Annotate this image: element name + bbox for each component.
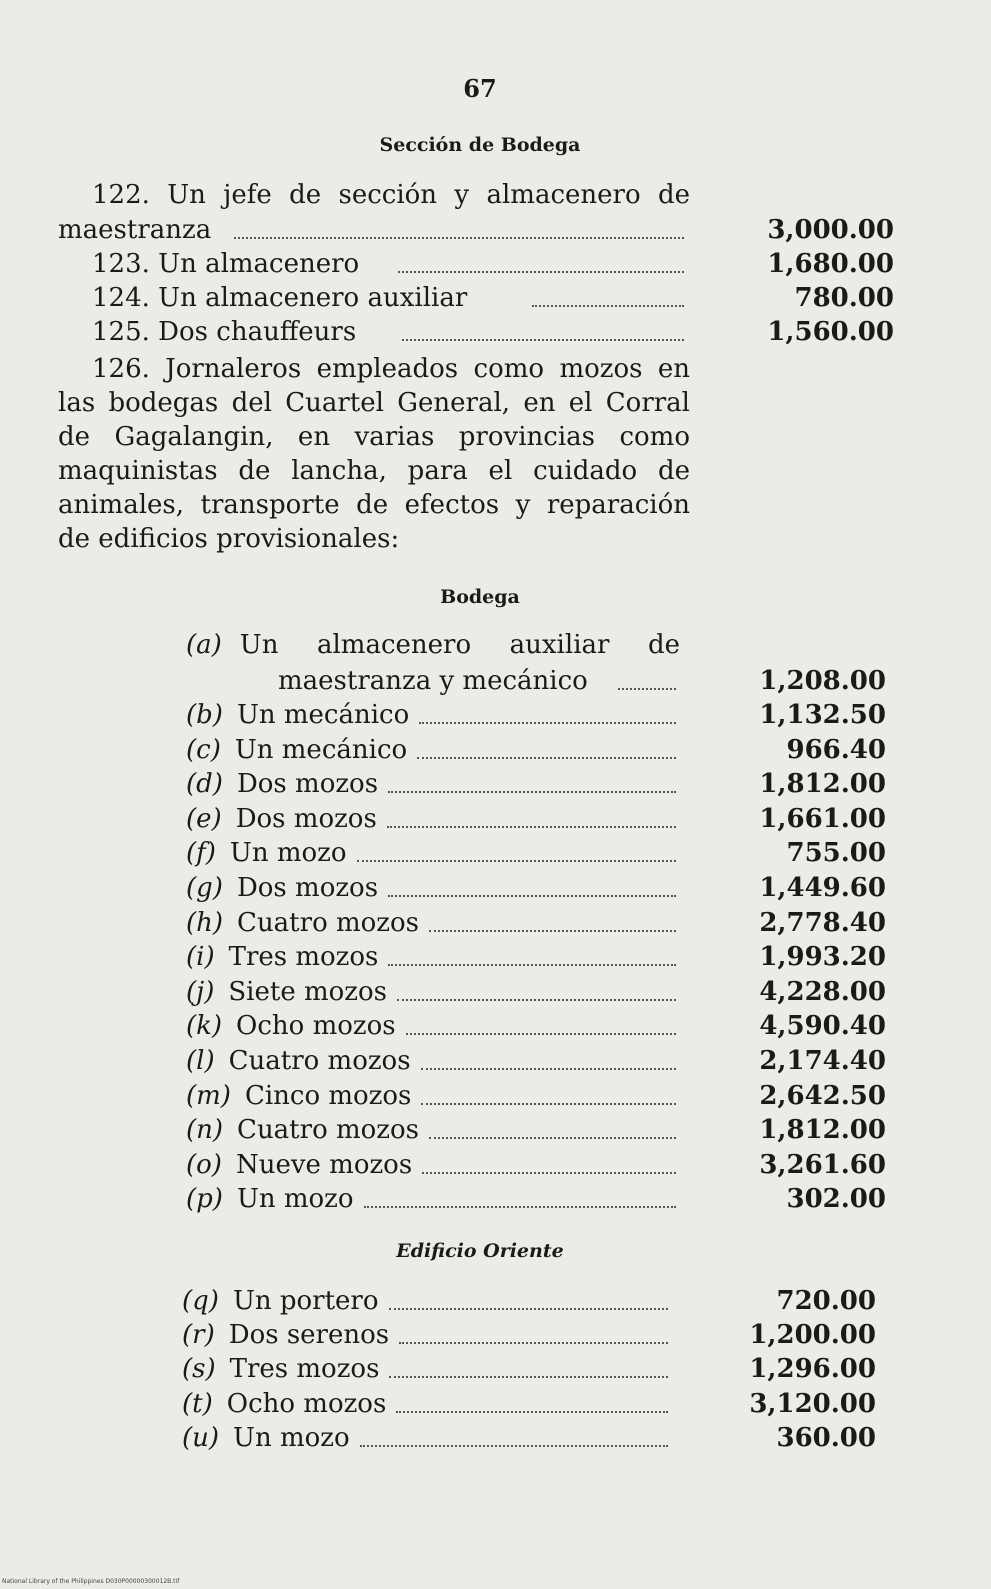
entry-text: Siete mozos — [228, 976, 387, 1007]
entry-amount: 1,208.00 — [759, 666, 886, 696]
entry-text: maestranza y mecánico — [278, 666, 588, 696]
list-item — [186, 940, 680, 974]
item-122-entry — [58, 213, 690, 247]
leader-dots — [618, 688, 676, 690]
item-125-amount: 1,560.00 — [767, 317, 894, 347]
leader-dots — [388, 791, 676, 793]
entry-amount: 2,642.50 — [759, 1080, 886, 1111]
entry-label — [186, 1113, 419, 1147]
list-item — [186, 1182, 680, 1216]
leader-dots — [389, 1308, 668, 1310]
entry-label — [186, 940, 378, 974]
leader-dots — [429, 930, 676, 932]
list-item — [186, 733, 680, 767]
list-item — [182, 1284, 672, 1318]
entry-label — [182, 1387, 386, 1421]
entry-text: Un mozo — [229, 838, 347, 869]
edificio-oriente-title: Edificio Oriente — [396, 1240, 564, 1262]
entry-label — [186, 975, 387, 1009]
list-item — [186, 698, 680, 732]
entry-letter: (s) — [182, 1354, 216, 1385]
leader-dots — [421, 1068, 676, 1070]
entry-amount: 360.00 — [776, 1422, 876, 1453]
entry-letter: (n) — [186, 1115, 224, 1146]
entry-text: Un mozo — [236, 1184, 354, 1215]
entry-text: Un mozo — [233, 1422, 350, 1453]
list-item — [186, 1044, 680, 1078]
entry-letter: (i) — [186, 942, 215, 973]
entry-amount: 1,296.00 — [749, 1354, 876, 1385]
entry-amount: 4,228.00 — [759, 976, 886, 1007]
leader-dots — [398, 271, 684, 273]
leader-dots — [388, 964, 676, 966]
list-item — [182, 1352, 672, 1386]
entry-letter: (p) — [186, 1184, 223, 1215]
leader-dots — [421, 1103, 676, 1105]
entry-letter: (d) — [186, 769, 223, 800]
item-126-line: de Gagalangin, en varias provincias como — [58, 422, 690, 452]
entry-label — [186, 1044, 411, 1078]
leader-dots — [406, 1033, 676, 1035]
list-item — [186, 1148, 680, 1182]
bodega-title: Bodega — [440, 586, 520, 608]
leader-dots — [402, 339, 684, 341]
entry-amount: 3,261.60 — [759, 1149, 886, 1180]
entry-amount: 1,812.00 — [759, 769, 886, 800]
entry-label — [186, 871, 378, 905]
entry-text: Un mecánico — [236, 700, 410, 730]
entry-text: Cuatro mozos — [237, 907, 419, 938]
list-item — [186, 802, 680, 836]
item-123-label: 123. Un almacenero — [92, 249, 360, 279]
entry-amount: 1,661.00 — [759, 803, 886, 834]
item-122-line2: maestranza — [58, 215, 212, 245]
entry-text: Un portero — [232, 1286, 379, 1316]
item-125-entry — [92, 315, 690, 349]
entry-letter: (h) — [186, 907, 224, 938]
item-126-line: 126. Jornaleros empleados como mozos en — [92, 354, 690, 384]
leader-dots — [388, 895, 676, 897]
entry-amount: 1,812.00 — [759, 1115, 886, 1146]
entry-amount: 1,993.20 — [759, 942, 886, 973]
entry-amount: 1,132.50 — [759, 700, 886, 730]
bodega-a-line2 — [278, 664, 680, 698]
leader-dots — [429, 1137, 676, 1139]
entry-amount: 302.00 — [786, 1184, 886, 1215]
entry-letter: (f) — [186, 838, 216, 869]
scan-footer: National Library of the Philippines D030P00000300012B.tif — [2, 1578, 180, 1585]
list-item — [186, 767, 680, 801]
entry-amount: 2,778.40 — [759, 907, 886, 938]
leader-dots — [396, 1411, 668, 1413]
entry-label — [186, 1009, 396, 1043]
entry-letter: (l) — [186, 1046, 215, 1076]
bodega-a-line1 — [186, 628, 680, 662]
item-123-entry — [92, 247, 690, 281]
entry-label — [186, 733, 407, 767]
entry-letter: (q) — [182, 1286, 219, 1316]
entry-amount: 966.40 — [786, 734, 886, 765]
leader-dots — [357, 860, 676, 862]
leader-dots — [360, 1445, 668, 1447]
list-item — [186, 1079, 680, 1113]
item-125-label: 125. Dos chauffeurs — [92, 317, 357, 347]
entry-label — [186, 906, 419, 940]
item-124-entry — [92, 281, 690, 315]
entry-label — [182, 1318, 389, 1352]
entry-text: Dos mozos — [235, 803, 377, 834]
item-124-amount: 780.00 — [794, 283, 894, 313]
item-126-line: de edificios provisionales: — [58, 524, 400, 554]
entry-letter: (g) — [186, 873, 223, 903]
entry-label — [186, 767, 378, 801]
leader-dots — [387, 826, 676, 828]
leader-dots — [397, 999, 676, 1001]
entry-label — [182, 1284, 379, 1318]
entry-label — [186, 1182, 354, 1216]
list-item — [182, 1387, 672, 1421]
leader-dots — [417, 757, 676, 759]
item-126-line: maquinistas de lancha, para el cuidado de — [58, 456, 690, 486]
entry-letter: (u) — [182, 1422, 220, 1453]
entry-amount: 1,449.60 — [759, 873, 886, 903]
list-item — [186, 906, 680, 940]
entry-label — [186, 1148, 412, 1182]
item-122-amount: 3,000.00 — [767, 215, 894, 245]
list-item — [182, 1318, 672, 1352]
list-item — [182, 1421, 672, 1455]
list-item — [186, 836, 680, 870]
page-number: 67 — [463, 74, 497, 103]
entry-letter: (j) — [186, 976, 215, 1007]
entry-letter: (b) — [186, 700, 223, 730]
entry-amount: 2,174.40 — [759, 1046, 886, 1076]
entry-letter: (t) — [182, 1388, 213, 1419]
item-124-label: 124. Un almacenero auxiliar — [92, 283, 468, 313]
entry-letter: (e) — [186, 803, 222, 834]
leader-dots — [389, 1376, 668, 1378]
leader-dots — [234, 237, 684, 239]
entry-label — [186, 698, 409, 732]
entry-amount: 3,120.00 — [749, 1388, 876, 1419]
leader-dots — [532, 305, 684, 307]
list-item — [186, 975, 680, 1009]
leader-dots — [422, 1172, 676, 1174]
entry-text: Tres mozos — [229, 1354, 380, 1385]
entry-text: Un almacenero auxiliar de — [239, 630, 680, 660]
entry-text: Cuatro mozos — [237, 1115, 419, 1146]
item-126-line: animales, transporte de efectos y reparación — [58, 490, 690, 520]
item-123-amount: 1,680.00 — [767, 249, 894, 279]
entry-amount: 1,200.00 — [749, 1320, 876, 1351]
entry-letter: (k) — [186, 1011, 223, 1042]
entry-text: Dos serenos — [228, 1320, 390, 1351]
entry-label — [186, 836, 347, 870]
entry-label — [186, 802, 377, 836]
entry-label — [182, 1421, 350, 1455]
entry-letter: (m) — [186, 1080, 231, 1111]
leader-dots — [364, 1206, 676, 1208]
entry-text: Ocho mozos — [226, 1388, 387, 1419]
entry-text: Cinco mozos — [244, 1080, 412, 1111]
entry-label — [186, 1079, 411, 1113]
leader-dots — [399, 1342, 668, 1344]
entry-amount: 755.00 — [786, 838, 886, 869]
entry-letter: (c) — [186, 734, 221, 765]
list-item — [186, 1113, 680, 1147]
entry-letter: (r) — [182, 1320, 215, 1351]
entry-text: Dos mozos — [236, 769, 379, 800]
entry-text: Tres mozos — [228, 942, 379, 973]
list-item — [186, 871, 680, 905]
section-title: Sección de Bodega — [379, 134, 581, 156]
entry-letter: (o) — [186, 1149, 222, 1180]
entry-letter: (a) — [186, 630, 222, 660]
entry-label — [182, 1352, 379, 1386]
entry-text: Un mecánico — [234, 734, 408, 765]
entry-text: Ocho mozos — [236, 1011, 396, 1042]
item-122-line1: 122. Un jefe de sección y almacenero de — [92, 180, 690, 210]
entry-text: Dos mozos — [236, 873, 379, 903]
entry-text: Nueve mozos — [235, 1149, 413, 1180]
entry-amount: 4,590.40 — [759, 1011, 886, 1042]
list-item — [186, 1009, 680, 1043]
leader-dots — [419, 722, 676, 724]
entry-amount: 720.00 — [776, 1286, 876, 1316]
entry-text: Cuatro mozos — [228, 1046, 411, 1076]
item-126-line: las bodegas del Cuartel General, en el Corral — [58, 388, 690, 418]
